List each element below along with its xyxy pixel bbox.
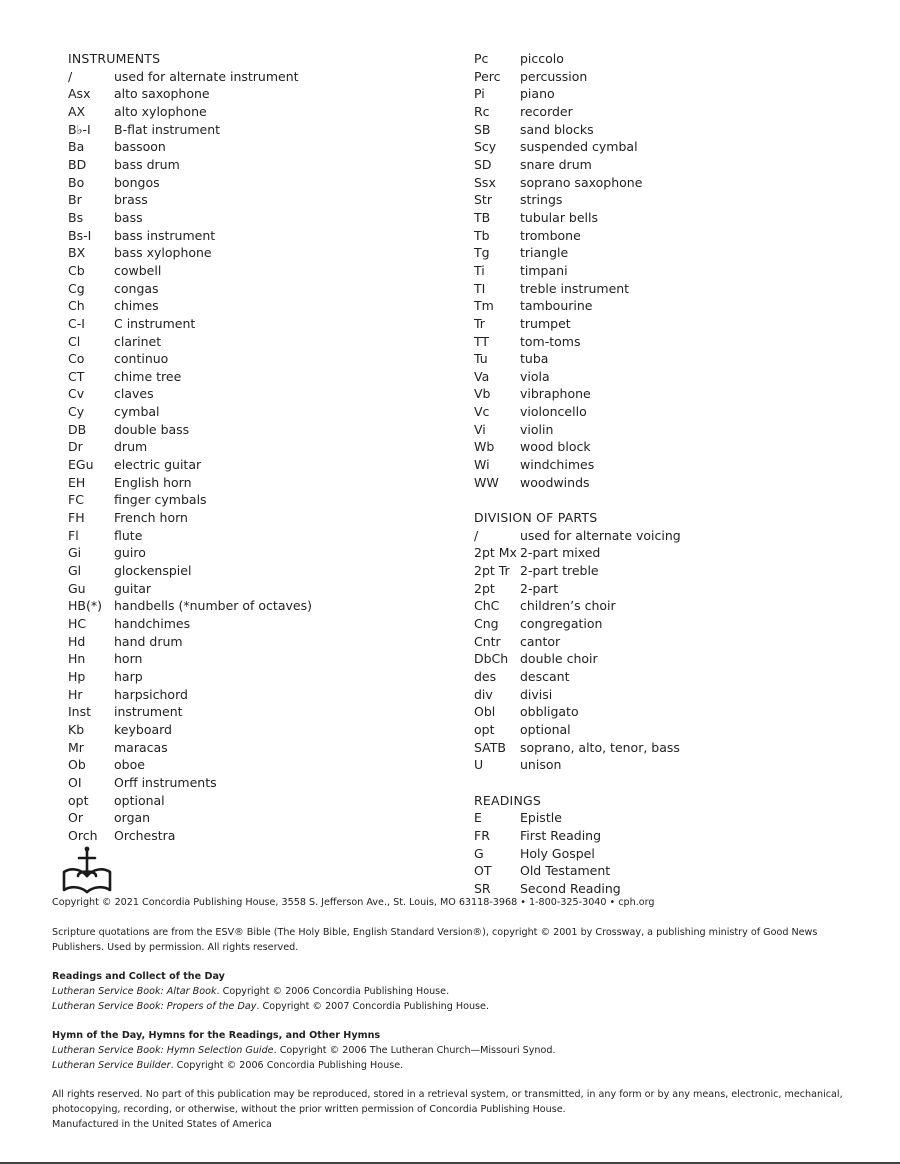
definition: obbligato [520, 704, 579, 720]
division-entry [474, 650, 681, 668]
definition: bass [114, 209, 143, 225]
instrument-entry [68, 703, 312, 721]
definition: soprano, alto, tenor, bass [520, 739, 680, 755]
abbreviation: Co [68, 351, 85, 367]
readings-heading: READINGS [474, 792, 542, 808]
abbreviation: Obl [474, 704, 496, 720]
instrument-entry [474, 403, 681, 421]
abbreviation: Hr [68, 686, 83, 702]
definition: alto xylophone [114, 103, 207, 119]
definition: strings [520, 192, 563, 208]
instrument-entry [68, 509, 312, 527]
service-builder-copyright: . Copyright © 2006 Concordia Publishing House. [170, 1059, 404, 1071]
instrument-entry [68, 527, 312, 545]
instrument-entry [68, 686, 312, 704]
instruments-heading: INSTRUMENTS [68, 51, 161, 66]
abbreviation: Cb [68, 262, 85, 278]
instrument-entry [68, 103, 312, 121]
definition: congregation [520, 615, 603, 631]
abbreviation: Or [68, 810, 83, 826]
abbreviation: Inst [68, 704, 92, 720]
instrument-entry [474, 68, 681, 86]
abbreviation: Hp [68, 668, 86, 684]
definition: clarinet [114, 333, 162, 349]
definition: unison [520, 757, 562, 773]
instrument-entry [68, 756, 312, 774]
propers-copyright: . Copyright © 2007 Concordia Publishing House. [256, 1000, 489, 1012]
rights-line-3: Manufactured in the United States of America [52, 1118, 272, 1130]
instruments-list-right [474, 50, 681, 491]
division-entry [474, 739, 681, 757]
scripture-line-1: Scripture quotations are from the ESV® Bible (The Holy Bible, English Standard Version®), copyright © 2001 by Crossway, a publishing ministry of Good News [52, 927, 818, 938]
instrument-entry [68, 244, 312, 262]
abbreviation: Va [474, 368, 490, 384]
abbreviation: des [474, 668, 497, 684]
altar-book-copyright: . Copyright © 2006 Concordia Publishing House. [216, 985, 450, 997]
division-entry [474, 668, 681, 686]
abbreviation: Hn [68, 651, 86, 667]
definition: trombone [520, 227, 581, 243]
abbreviation: E [474, 810, 482, 826]
definition: violoncello [520, 404, 587, 420]
abbreviation: Str [474, 192, 492, 208]
definition: C instrument [114, 315, 196, 331]
definition: violin [520, 421, 554, 437]
definition: guiro [114, 545, 146, 561]
definition: bongos [114, 174, 160, 190]
readings-list [474, 809, 681, 897]
instrument-entry [474, 421, 681, 439]
abbreviation: / [474, 527, 479, 543]
instrument-entry [68, 491, 312, 509]
instrument-entry [68, 385, 312, 403]
abbreviation: Bo [68, 174, 85, 190]
definition: chimes [114, 298, 159, 314]
definition: triangle [520, 245, 569, 261]
abbreviation: Wb [474, 439, 495, 455]
abbreviation: HC [68, 616, 87, 631]
definition: timpani [520, 262, 568, 278]
definition: alto saxophone [114, 86, 210, 102]
definition: Holy Gospel [520, 845, 595, 861]
instrument-entry [68, 68, 312, 86]
instrument-entry [474, 438, 681, 456]
definition: trumpet [520, 315, 571, 331]
definition: optional [520, 721, 571, 737]
reading-entry [474, 862, 681, 880]
instrument-entry [474, 191, 681, 209]
instrument-entry [68, 280, 312, 298]
abbreviation: Tg [474, 245, 490, 261]
abbreviation: Vc [474, 404, 490, 420]
definition: vibraphone [520, 386, 591, 402]
abbreviation: SATB [474, 739, 506, 755]
definition: piccolo [520, 51, 564, 66]
instrument-entry [474, 85, 681, 103]
instrument-entry [68, 297, 312, 315]
instrument-entry [68, 580, 312, 598]
instrument-entry [474, 350, 681, 368]
instrument-entry [68, 650, 312, 668]
definition: horn [114, 651, 143, 667]
propers-title: Lutheran Service Book: Propers of the Day [52, 1000, 257, 1012]
instrument-entry [474, 333, 681, 351]
abbreviation: EH [68, 474, 86, 490]
abbreviation: Ba [68, 139, 85, 155]
abbreviation: Kb [68, 721, 85, 737]
abbreviation: TI [474, 280, 486, 296]
hymn-credits-heading: Hymn of the Day, Hymns for the Readings, and Other Hymns [52, 1030, 381, 1041]
abbreviation: FC [68, 492, 84, 508]
definition: English horn [114, 474, 192, 490]
instrument-entry [68, 438, 312, 456]
division-entry [474, 615, 681, 633]
definition: harpsichord [114, 686, 188, 702]
definition: Second Reading [520, 880, 621, 896]
instrument-entry [474, 297, 681, 315]
abbreviation: Gl [68, 563, 82, 579]
definition: used for alternate instrument [114, 68, 299, 84]
definition: Orchestra [114, 827, 176, 843]
abbreviation: ChC [474, 598, 500, 614]
abbreviation: Dr [68, 439, 83, 455]
definition: guitar [114, 580, 152, 596]
definition: cantor [520, 633, 561, 649]
abbreviation: Perc [474, 68, 501, 84]
abbreviation: BD [68, 156, 87, 172]
instrument-entry [474, 385, 681, 403]
abbreviation: G [474, 845, 484, 861]
definition: chime tree [114, 368, 182, 384]
division-entry [474, 686, 681, 704]
instrument-entry [68, 174, 312, 192]
division-entry [474, 721, 681, 739]
definition: Epistle [520, 810, 562, 826]
instrument-entry [68, 350, 312, 368]
definition: bassoon [114, 139, 166, 155]
instrument-entry [68, 721, 312, 739]
abbreviation: Gu [68, 580, 86, 596]
definition: bass xylophone [114, 245, 212, 261]
abbreviation: Tb [474, 227, 490, 243]
copyright-block [52, 896, 852, 911]
definition: sand blocks [520, 121, 594, 137]
publisher-logo-icon [60, 846, 114, 894]
division-entry [474, 527, 681, 545]
definition: divisi [520, 686, 553, 702]
instrument-entry [68, 262, 312, 280]
instrument-entry [474, 280, 681, 298]
definition: claves [114, 386, 154, 402]
definition: continuo [114, 351, 169, 367]
definition: harp [114, 668, 143, 684]
hymn-guide-copyright: . Copyright © 2006 The Lutheran Church—Missouri Synod. [273, 1044, 556, 1056]
division-entry [474, 544, 681, 562]
instrument-entry [474, 209, 681, 227]
abbreviation: Tu [474, 351, 488, 367]
instrument-entry [474, 174, 681, 192]
instrument-entry [68, 368, 312, 386]
instrument-entry [68, 615, 312, 633]
abbreviation: Ob [68, 757, 86, 773]
instruments-list-left [68, 68, 312, 845]
abbreviation: C-I [68, 315, 85, 331]
definition: tubular bells [520, 209, 599, 225]
abbreviation: Br [68, 192, 82, 208]
abbreviation: Ti [474, 262, 485, 278]
definition: children’s choir [520, 598, 616, 614]
reading-entry [474, 845, 681, 863]
rights-line-2: photocopying, recording, or otherwise, without the prior written permission of Concordia Publishing House. [52, 1103, 566, 1115]
abbreviation: / [68, 68, 73, 84]
abbreviation: opt [474, 721, 495, 737]
readings-credit-line-1 [52, 985, 852, 1000]
definition: 2-part [520, 580, 559, 596]
abbreviation: Cl [68, 333, 81, 349]
division-entry [474, 703, 681, 721]
definition: used for alternate voicing [520, 527, 681, 543]
definition: B-flat instrument [114, 121, 221, 137]
abbreviation: Vb [474, 386, 491, 402]
abbreviation: FH [68, 510, 85, 526]
abbreviation: Cv [68, 386, 85, 402]
definition: viola [520, 368, 550, 384]
definition: suspended cymbal [520, 139, 638, 155]
abbreviation: HB(*) [68, 598, 102, 614]
abbreviation: Pc [474, 51, 489, 66]
instrument-entry [68, 827, 312, 845]
instrument-entry [68, 474, 312, 492]
abbreviation: Cy [68, 404, 85, 420]
instrument-entry [474, 103, 681, 121]
copyright-line: Copyright © 2021 Concordia Publishing House, 3558 S. Jefferson Ave., St. Louis, MO 63118-3968 • 1-800-325-3040 • cph.org [52, 897, 655, 908]
reading-entry [474, 809, 681, 827]
instrument-entry [68, 227, 312, 245]
reading-entry [474, 880, 681, 898]
abbreviation: AX [68, 103, 86, 119]
instrument-entry [68, 774, 312, 792]
rights-line-1: All rights reserved. No part of this publication may be reproduced, stored in a retrieval system, or transmitted, in any form or by any means, electronic, mechanical, [52, 1089, 843, 1100]
division-of-parts-list [474, 527, 681, 774]
instrument-entry [68, 597, 312, 615]
definition: keyboard [114, 721, 172, 737]
definition: cymbal [114, 404, 160, 420]
definition: congas [114, 280, 159, 296]
instrument-entry [68, 85, 312, 103]
instrument-entry [68, 191, 312, 209]
instrument-entry [68, 333, 312, 351]
definition: descant [520, 668, 570, 684]
abbreviation: Mr [68, 739, 84, 755]
definition: percussion [520, 68, 588, 84]
abbreviation: SD [474, 156, 492, 172]
abbreviation: EGu [68, 457, 94, 473]
instrument-entry [474, 50, 681, 68]
definition: First Reading [520, 827, 602, 843]
definition: instrument [114, 704, 183, 720]
abbreviation: OI [68, 774, 82, 790]
abbreviation: Tm [474, 298, 494, 314]
instrument-entry [68, 315, 312, 333]
scripture-block [52, 926, 852, 956]
abbreviation: Tr [474, 315, 485, 331]
abbreviation: BX [68, 245, 86, 261]
instrument-entry [68, 138, 312, 156]
abbreviation: SR [474, 880, 491, 896]
division-entry [474, 580, 681, 598]
abbreviation: DB [68, 421, 87, 437]
readings-credit-line-2 [52, 1000, 852, 1015]
definition: optional [114, 792, 165, 808]
right-column [474, 50, 681, 897]
abbreviation: SB [474, 121, 491, 137]
instrument-entry [474, 244, 681, 262]
hymn-credits-block [52, 1029, 852, 1073]
instrument-entry [68, 403, 312, 421]
hymn-credit-line-2 [52, 1059, 852, 1074]
definition: woodwinds [520, 474, 590, 490]
instrument-entry [474, 138, 681, 156]
definition: drum [114, 439, 148, 455]
division-entry [474, 597, 681, 615]
instrument-entry [68, 544, 312, 562]
abbreviation: Bs-I [68, 227, 92, 243]
definition: bass drum [114, 156, 180, 172]
definition: tambourine [520, 298, 593, 314]
instrument-entry [474, 368, 681, 386]
service-builder-title: Lutheran Service Builder [52, 1059, 171, 1071]
abbreviation: FR [474, 827, 490, 843]
definition: maracas [114, 739, 168, 755]
division-entry [474, 633, 681, 651]
abbreviation: WW [474, 474, 499, 490]
abbreviation: U [474, 757, 484, 773]
instrument-entry [68, 633, 312, 651]
readings-credits-heading: Readings and Collect of the Day [52, 971, 225, 982]
definition: glockenspiel [114, 563, 192, 579]
rights-block [52, 1088, 852, 1132]
instrument-entry [68, 809, 312, 827]
abbreviation: Cng [474, 615, 499, 631]
abbreviation: Cg [68, 280, 85, 296]
definition: organ [114, 810, 151, 826]
scripture-line-2: Publishers. Used by permission. All rights reserved. [52, 941, 299, 953]
instrument-entry [68, 792, 312, 810]
definition: cowbell [114, 262, 162, 278]
abbreviation: Ch [68, 298, 85, 314]
definition: double choir [520, 651, 598, 667]
definition: treble instrument [520, 280, 630, 296]
definition: Old Testament [520, 863, 611, 879]
instrument-entry [68, 121, 312, 139]
definition: 2-part treble [520, 563, 599, 579]
instrument-entry [474, 262, 681, 280]
abbreviation: Pi [474, 86, 485, 102]
abbreviation: 2pt [474, 580, 495, 596]
definition: brass [114, 192, 148, 208]
definition: oboe [114, 757, 145, 773]
hymn-guide-title: Lutheran Service Book: Hymn Selection Guide [52, 1044, 274, 1056]
definition: tuba [520, 351, 549, 367]
instrument-entry [68, 156, 312, 174]
abbreviation: Wi [474, 457, 490, 473]
instrument-entry [68, 456, 312, 474]
abbreviation: Orch [68, 827, 98, 843]
definition: wood block [520, 439, 591, 455]
instrument-entry [474, 315, 681, 333]
instrument-entry [474, 156, 681, 174]
abbreviation: Hd [68, 633, 86, 649]
readings-credits-block [52, 970, 852, 1014]
abbreviation: Rc [474, 103, 490, 119]
instrument-entry [474, 474, 681, 492]
reading-entry [474, 827, 681, 845]
definition: electric guitar [114, 457, 202, 473]
abbreviation: Gi [68, 545, 82, 561]
abbreviation: Ssx [474, 174, 496, 190]
abbreviation: Bs [68, 209, 84, 225]
abbreviation: B♭-I [68, 121, 91, 137]
instrument-entry [474, 227, 681, 245]
definition: handbells (*number of octaves) [114, 598, 312, 614]
abbreviation: Asx [68, 86, 91, 102]
definition: hand drum [114, 633, 183, 649]
instrument-entry [68, 562, 312, 580]
abbreviation: Fl [68, 527, 79, 543]
instrument-entry [68, 209, 312, 227]
abbreviation: TT [474, 333, 490, 349]
definition: French horn [114, 510, 188, 526]
abbreviation: Scy [474, 139, 497, 155]
abbreviation: CT [68, 368, 85, 384]
hymn-credit-line-1 [52, 1044, 852, 1059]
instrument-entry [68, 739, 312, 757]
definition: 2-part mixed [520, 545, 601, 561]
instrument-entry [474, 456, 681, 474]
division-of-parts-heading: DIVISION OF PARTS [474, 510, 598, 526]
abbreviation: DbCh [474, 651, 509, 667]
altar-book-title: Lutheran Service Book: Altar Book [52, 985, 217, 997]
abbreviation: 2pt Tr [474, 563, 510, 579]
definition: piano [520, 86, 555, 102]
left-column [68, 50, 312, 845]
definition: tom-toms [520, 333, 581, 349]
abbreviation: OT [474, 863, 492, 879]
division-entry [474, 756, 681, 774]
instrument-entry [68, 668, 312, 686]
instrument-entry [68, 421, 312, 439]
abbreviation: opt [68, 792, 89, 808]
definition: finger cymbals [114, 492, 207, 508]
abbreviation: TB [474, 209, 491, 225]
abbreviation: 2pt Mx [474, 545, 517, 561]
definition: handchimes [114, 616, 191, 631]
definition: Orff instruments [114, 774, 217, 790]
definition: bass instrument [114, 227, 216, 243]
abbreviation: Cntr [474, 633, 501, 649]
division-entry [474, 562, 681, 580]
definition: flute [114, 527, 143, 543]
instrument-entry [474, 121, 681, 139]
abbreviation: div [474, 686, 493, 702]
abbreviation: Vi [474, 421, 486, 437]
definition: double bass [114, 421, 190, 437]
definition: recorder [520, 103, 573, 119]
definition: snare drum [520, 156, 592, 172]
definition: windchimes [520, 457, 595, 473]
definition: soprano saxophone [520, 174, 643, 190]
